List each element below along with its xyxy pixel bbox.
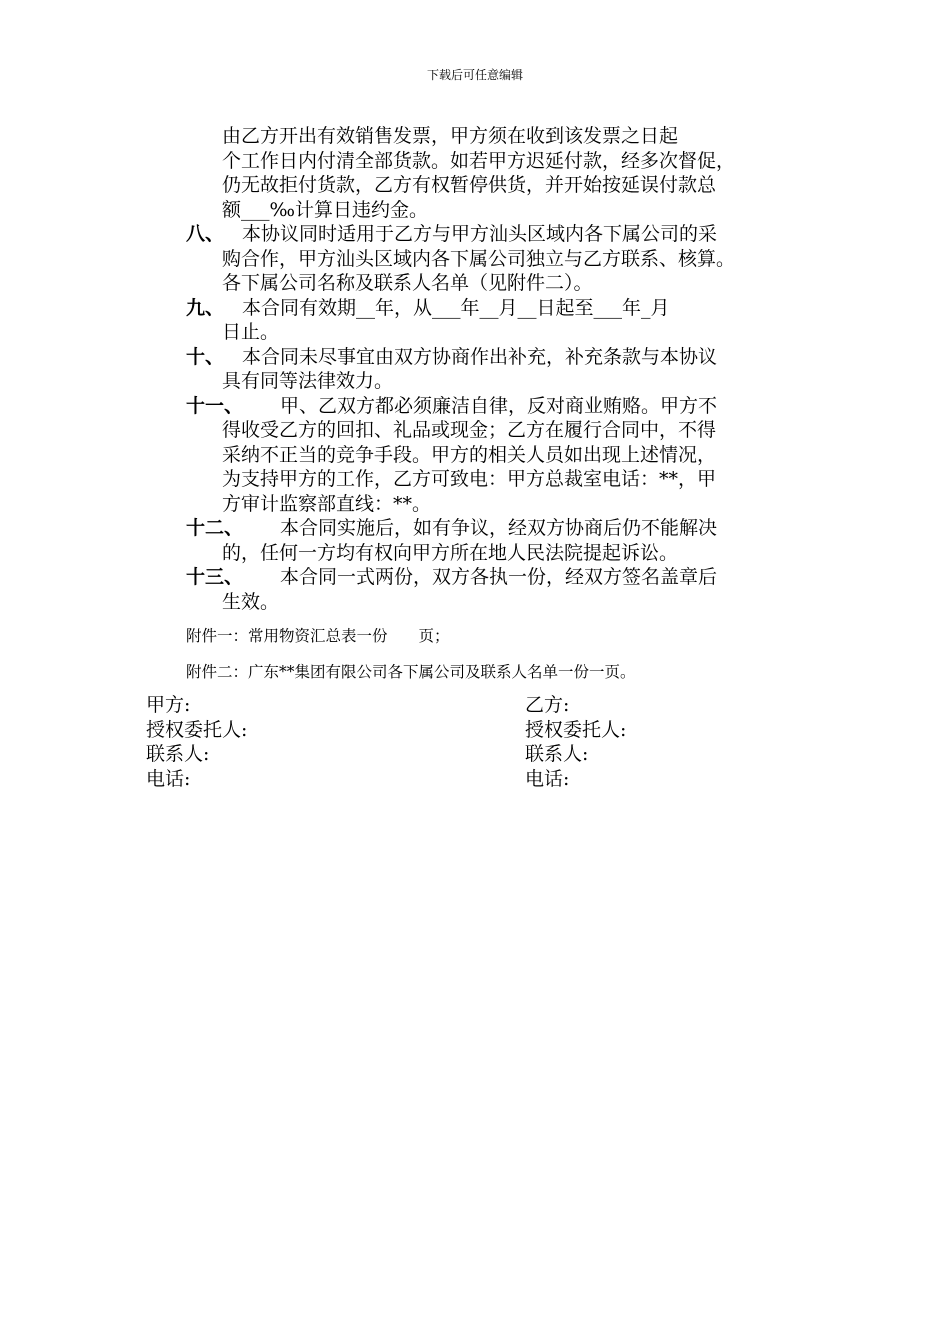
clause-line: 得收受乙方的回扣、礼品或现金；乙方在履行合同中，不得 bbox=[222, 419, 717, 441]
clause-line: 方审计监察部直线：**。 bbox=[222, 492, 432, 515]
attachment-1: 附件一：常用物资汇总表一份 页； bbox=[186, 627, 450, 645]
clause-text: 本合同一式两份，双方各执一份，经双方签名盖章后 bbox=[280, 566, 718, 588]
clause-11 bbox=[186, 394, 826, 419]
clause-text: 本合同实施后，如有争议，经双方协商后仍不能解决 bbox=[280, 517, 718, 539]
clause-number: 十、 bbox=[186, 345, 225, 368]
clause-10 bbox=[186, 345, 826, 370]
clause-text: 本合同有效期__年，从___年__月__日起至___年_月 bbox=[242, 296, 670, 319]
party-b-signature bbox=[525, 693, 626, 791]
clause-text: 甲、乙双方都必须廉洁自律，反对商业贿赂。甲方不 bbox=[280, 394, 718, 417]
body-line: 个工作日内付清全部货款。如若甲方迟延付款，经多次督促， bbox=[222, 149, 736, 172]
attachment-2: 附件二：广东**集团有限公司各下属公司及联系人名单一份一页。 bbox=[186, 663, 636, 681]
body-line: 由乙方开出有效销售发票，甲方须在收到该发票之日起 bbox=[222, 125, 679, 147]
party-b-auth-label: 授权委托人: bbox=[525, 718, 627, 741]
party-a-signature bbox=[146, 693, 247, 791]
party-a-label: 甲方: bbox=[146, 694, 191, 716]
clause-line: 日止。 bbox=[222, 321, 280, 343]
clause-number: 十二、 bbox=[186, 517, 244, 539]
party-a-phone-label: 电话: bbox=[146, 767, 191, 790]
clause-number: 十一、 bbox=[186, 394, 244, 417]
party-b-contact-label: 联系人: bbox=[525, 743, 589, 765]
clause-line: 各下属公司名称及联系人名单（见附件二）。 bbox=[222, 272, 593, 294]
clause-12 bbox=[186, 516, 826, 541]
clause-text: 本合同未尽事宜由双方协商作出补充，补充条款与本协议 bbox=[242, 345, 718, 368]
clause-line: 的，任何一方均有权向甲方所在地人民法院提起诉讼。 bbox=[222, 541, 679, 564]
clause-number: 九、 bbox=[186, 296, 225, 319]
contract-body bbox=[186, 124, 826, 614]
clause-line: 具有同等法律效力。 bbox=[222, 370, 394, 392]
party-a-contact-label: 联系人: bbox=[146, 743, 210, 765]
clause-line: 购合作，甲方汕头区域内各下属公司独立与乙方联系、核算。 bbox=[222, 247, 736, 270]
party-b-phone-label: 电话: bbox=[525, 767, 570, 790]
clause-line: 为支持甲方的工作，乙方可致电：甲方总裁室电话：**，甲 bbox=[222, 468, 717, 490]
party-b-label: 乙方: bbox=[525, 694, 570, 716]
party-a-auth-label: 授权委托人: bbox=[146, 718, 248, 741]
clause-line: 采纳不正当的竞争手段。甲方的相关人员如出现上述情况， bbox=[222, 443, 717, 466]
clause-line: 生效。 bbox=[222, 590, 280, 613]
clause-9 bbox=[186, 296, 826, 321]
body-line: 额___‰计算日违约金。 bbox=[222, 198, 428, 221]
body-line: 仍无故拒付货款，乙方有权暂停供货，并开始按延误付款总 bbox=[222, 174, 717, 196]
clause-text: 本协议同时适用于乙方与甲方汕头区域内各下属公司的采 bbox=[242, 223, 718, 245]
page-header: 下载后可任意编辑 bbox=[426, 68, 523, 82]
clause-13 bbox=[186, 565, 826, 590]
clause-number: 十三、 bbox=[186, 566, 244, 588]
clause-number: 八、 bbox=[186, 223, 225, 245]
clause-8 bbox=[186, 222, 826, 247]
